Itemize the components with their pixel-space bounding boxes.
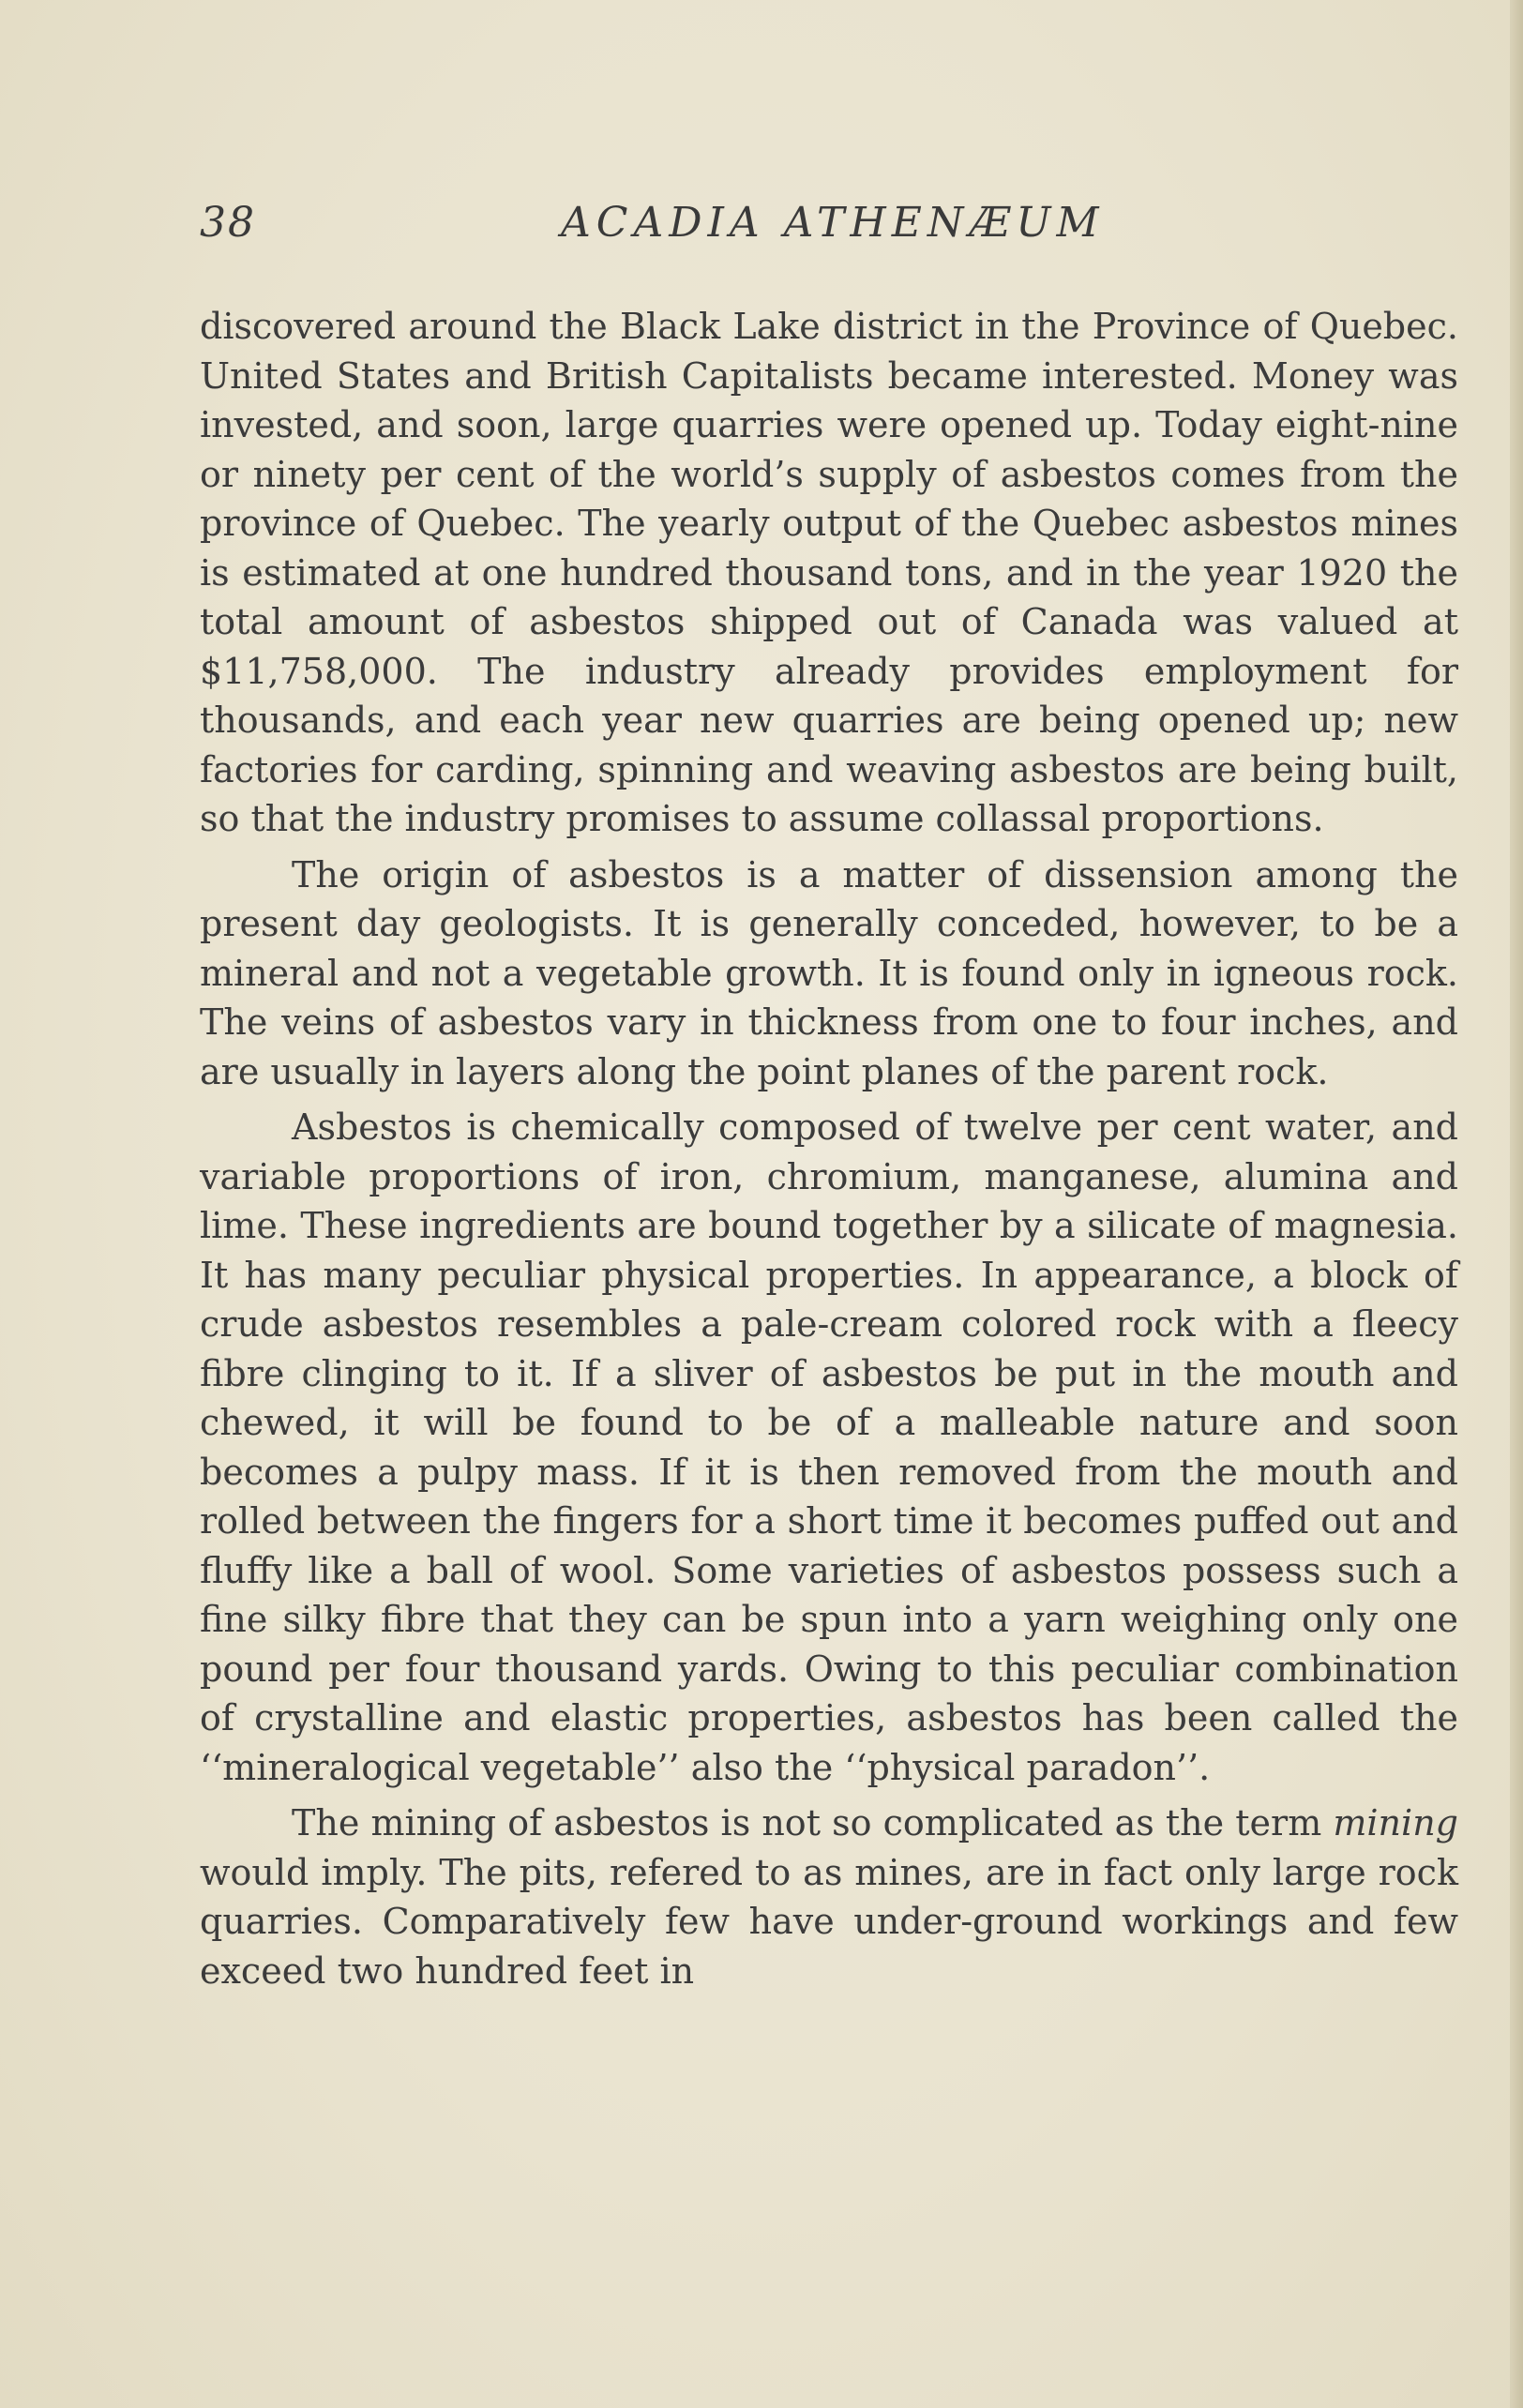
page-edge bbox=[1510, 0, 1523, 2408]
paragraph-2: The origin of asbestos is a matter of dissension among the present day geologists. It is generally conceded, however, to be a mineral and not a vegetable growth. It is found only in igneous rock. The veins of asbestos vary in thickness from one to four inches, and are usually in layers along the point planes of the parent rock. bbox=[200, 853, 1458, 1092]
running-title: ACADIA ATHENÆUM bbox=[561, 199, 1105, 247]
paragraph-4 bbox=[200, 1798, 1458, 1995]
paragraph-4-end: would imply. The pits, refered to as mines, are in fact only large rock quarries. Comparatively few have under-ground workings and few exceed two hundred feet in bbox=[200, 1851, 1458, 1992]
paragraph-3: Asbestos is chemically composed of twelve per cent water, and variable proportions of iron, chromium, manganese, alumina and lime. These ingredients are bound together by a silicate of magnesia. It has many peculiar physical properties. In appearance, a block of crude asbestos resembles a pale-cream colored rock with a fleecy fibre clinging to it. If a sliver of asbestos be put in the mouth and chewed, it will be found to be of a malleable nature and soon becomes a pulpy mass. If it is then removed from the mouth and rolled between the fingers for a short time it becomes puffed out and fluffy like a ball of wool. Some varieties of asbestos possess such a fine silky fibre that they can be spun into a yarn weighing only one pound per four thousand yards. Owing to this peculiar combination of crystalline and elastic properties, asbestos has been called the ‘‘mineralogical vegetable’’ also the ‘‘physical paradon’’. bbox=[200, 1106, 1458, 1788]
emphasis-mining: mining bbox=[1333, 1802, 1458, 1844]
paragraph-4-start: The mining of asbestos is not so complicated as the term bbox=[292, 1802, 1334, 1844]
page-number: 38 bbox=[200, 199, 256, 247]
article-body bbox=[200, 302, 1458, 2002]
page-header bbox=[200, 199, 1458, 264]
paragraph-1: discovered around the Black Lake district in the Province of Quebec. United States and British Capitalists became interested. Money was invested, and soon, large quarries were opened up. Today eight-nine or ninety per cent of the world’s supply of asbestos comes from the province of Quebec. The yearly output of the Quebec asbestos mines is estimated at one hundred thousand tons, and in the year 1920 the total amount of asbestos shipped out of Canada was valued at $11,758,000. The industry already provides employment for thousands, and each year new quarries are being opened up; new factories for carding, spinning and weaving asbestos are being built, so that the industry promises to assume collassal proportions. bbox=[200, 306, 1458, 839]
